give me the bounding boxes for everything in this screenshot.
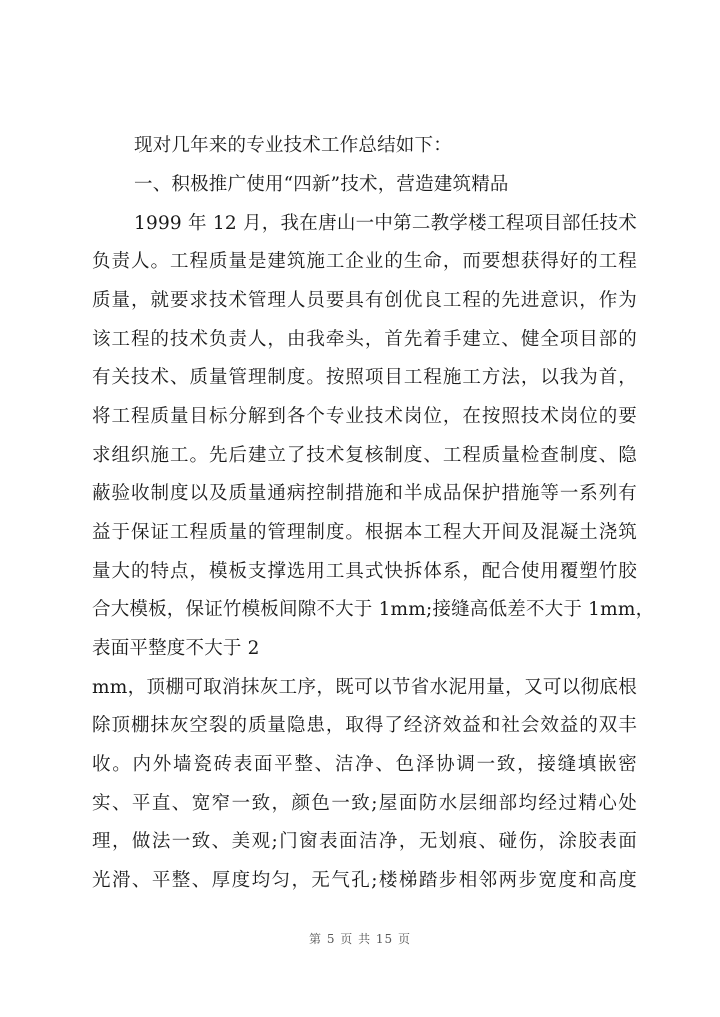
paragraph-intro: 现对几年来的专业技术工作总结如下： (134, 135, 452, 156)
body-line: 收。内外墙瓷砖表面平整、洁净、色泽协调一致，接缝填嵌密 (92, 754, 637, 775)
body-line: 质量，就要求技术管理人员要具有创优良工程的先进意识，作为 (92, 290, 637, 311)
body-line: 理，做法一致、美观;门窗表面洁净，无划痕、碰伤，涂胶表面 (92, 831, 637, 852)
body-line: 除顶棚抹灰空裂的质量隐患，取得了经济效益和社会效益的双丰 (92, 715, 637, 736)
body-line: 光滑、平整、厚度均匀，无气孔;楼梯踏步相邻两步宽度和高度 (92, 870, 637, 891)
section-heading: 一、积极推广使用“四新”技术，营造建筑精品 (134, 174, 509, 195)
body-line: 合大模板，保证竹模板间隙不大于 1mm;接缝高低差不大于 1mm， (92, 599, 655, 620)
body-line: 量大的特点，模板支撑选用工具式快拆体系，配合使用覆塑竹胶 (92, 561, 637, 582)
page-footer: 第 5 页 共 15 页 (309, 932, 411, 946)
body-line: 有关技术、质量管理制度。按照项目工程施工方法，以我为首， (92, 367, 637, 388)
body-line: 实、平直、宽窄一致，颜色一致;屋面防水层细部均经过精心处 (92, 793, 637, 814)
body-line: 求组织施工。先后建立了技术复核制度、工程质量检查制度、隐 (92, 445, 637, 466)
body-line: 该工程的技术负责人，由我牵头，首先着手建立、健全项目部的 (92, 329, 637, 350)
body-line: 1999 年 12 月，我在唐山一中第二教学楼工程项目部任技术 (134, 213, 637, 234)
body-line: 负责人。工程质量是建筑施工企业的生命，而要想获得好的工程 (92, 251, 637, 272)
body-line: 益于保证工程质量的管理制度。根据本工程大开间及混凝土浇筑 (92, 522, 637, 543)
body-line: mm，顶棚可取消抹灰工序，既可以节省水泥用量，又可以彻底根 (92, 677, 637, 698)
body-line: 蔽验收制度以及质量通病控制措施和半成品保护措施等一系列有 (92, 483, 637, 504)
body-line: 将工程质量目标分解到各个专业技术岗位，在按照技术岗位的要 (92, 406, 637, 427)
body-line: 表面平整度不大于 2 (92, 638, 260, 659)
